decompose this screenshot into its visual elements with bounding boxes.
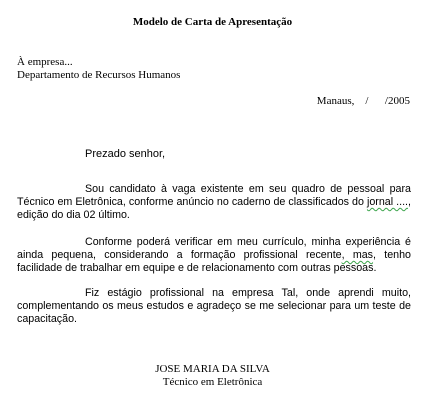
paragraph-application	[17, 183, 411, 222]
greeting: Prezado senhor,	[85, 148, 166, 160]
paragraph-internship: Fiz estágio profissional na empresa Tal, onde aprendi muito, complementando os meus estudos e agradeço se me selecionar para um teste de capacitação.	[17, 287, 411, 325]
signature-name: JOSE MARIA DA SILVA	[155, 363, 270, 375]
paragraph-experience	[17, 236, 411, 275]
recipient-block	[17, 56, 180, 82]
signature-role: Técnico em Eletrônica	[162, 376, 263, 388]
paragraph-text: , edição do dia 02 último.	[17, 196, 411, 221]
signature-block	[0, 363, 425, 389]
paragraph-text: Conforme poderá verificar em meu currículo, minha experiência é ainda pequena, considerando a formação profissional recente	[17, 236, 411, 261]
recipient-company: À empresa...	[17, 56, 73, 68]
grammar-flagged-text: , mas	[341, 249, 374, 261]
grammar-flagged-text: jornal ....	[366, 196, 409, 208]
place-date: Manaus, / /2005	[316, 95, 410, 107]
paragraph-text: Sou candidato à vaga existente em seu quadro de pessoal para Técnico em Eletrônica, conforme anúncio no caderno de classificados do	[17, 183, 411, 208]
recipient-department: Departamento de Recursos Humanos	[17, 69, 181, 81]
document-title: Modelo de Carta de Apresentação	[132, 16, 293, 28]
paragraph-text: , tenho facilidade de trabalhar em equipe e de relacionamento com outras pessoas.	[17, 249, 411, 274]
